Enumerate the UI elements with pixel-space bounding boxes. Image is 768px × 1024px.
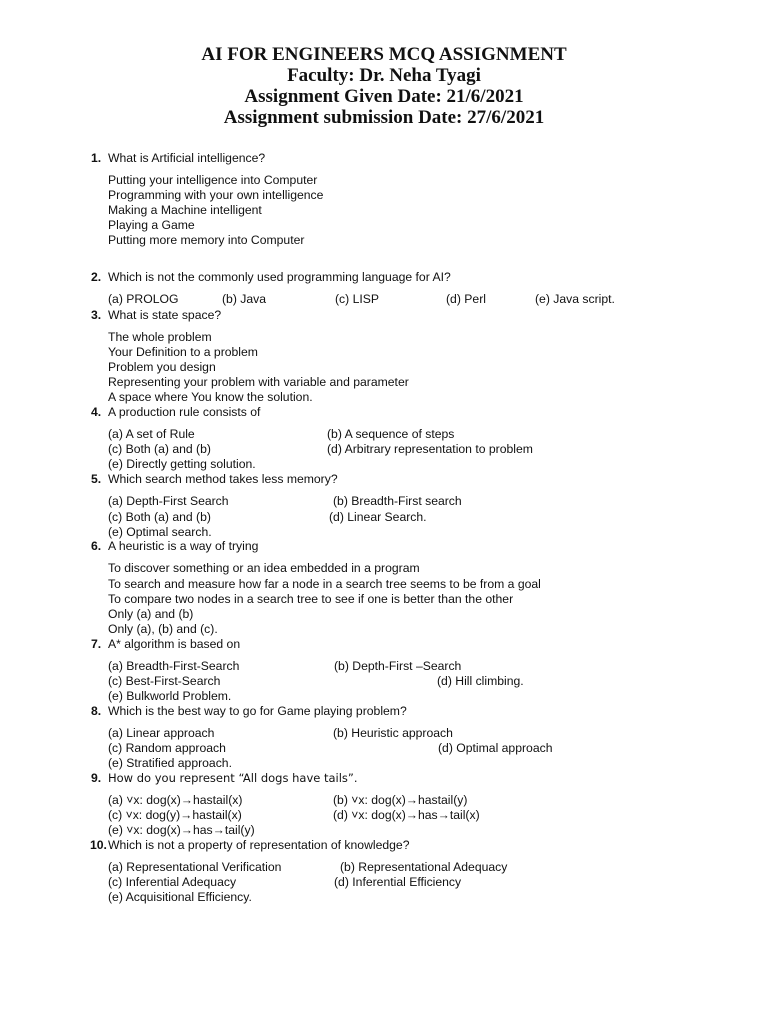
option: (b) ˅x: dog(x)→hastail(y) xyxy=(333,793,468,807)
option: (a) Linear approach xyxy=(108,726,215,740)
option: (a) ˅x: dog(x)→hastail(x) xyxy=(108,793,243,807)
option: (d) Linear Search. xyxy=(329,510,427,524)
assignment-title: AI FOR ENGINEERS MCQ ASSIGNMENT xyxy=(201,44,567,65)
option: (b) Depth-First –Search xyxy=(334,659,462,673)
question-number: 5. xyxy=(91,472,102,486)
option: (d) Arbitrary representation to problem xyxy=(327,442,533,456)
option: (b) Breadth-First search xyxy=(333,494,462,508)
option: (b) A sequence of steps xyxy=(327,427,455,441)
option: (e) Stratified approach. xyxy=(108,756,232,770)
question-number: 2. xyxy=(91,270,102,284)
question-text: Which search method takes less memory? xyxy=(108,472,338,486)
option: Programming with your own intelligence xyxy=(108,188,324,202)
option: Problem you design xyxy=(108,360,216,374)
option: (a) A set of Rule xyxy=(108,427,195,441)
option: (b) Representational Adequacy xyxy=(340,860,508,874)
option: (d) Perl xyxy=(446,292,486,306)
option: (e) Bulkworld Problem. xyxy=(108,689,232,703)
option: (d) Optimal approach xyxy=(438,741,553,755)
faculty-line: Faculty: Dr. Neha Tyagi xyxy=(287,65,481,86)
question-text: A production rule consists of xyxy=(108,405,261,419)
option: (b) Heuristic approach xyxy=(333,726,453,740)
question-text: What is state space? xyxy=(108,308,222,322)
option: (e) Optimal search. xyxy=(108,525,212,539)
option: (d) ˅x: dog(x)→has→tail(x) xyxy=(333,808,480,822)
question-number: 1. xyxy=(91,151,102,165)
question-number: 8. xyxy=(91,704,102,718)
submission-date-line: Assignment submission Date: 27/6/2021 xyxy=(223,107,545,128)
option: Representing your problem with variable and parameter xyxy=(108,375,409,389)
question-number: 4. xyxy=(91,405,102,419)
option: Making a Machine intelligent xyxy=(108,203,262,217)
option: (c) Random approach xyxy=(108,741,226,755)
option: (d) Hill climbing. xyxy=(437,674,524,688)
question-text: A heuristic is a way of trying xyxy=(108,539,259,553)
option: Only (a) and (b) xyxy=(108,607,194,621)
option: (a) Representational Verification xyxy=(108,860,282,874)
option: To compare two nodes in a search tree to see if one is better than the other xyxy=(108,592,514,606)
document-header xyxy=(0,44,768,128)
option: (a) Depth-First Search xyxy=(108,494,229,508)
question-text: Which is the best way to go for Game playing problem? xyxy=(108,704,407,718)
question-number: 3. xyxy=(91,308,102,322)
question-number: 9. xyxy=(91,771,102,785)
question-text: Which is not a property of representation of knowledge? xyxy=(108,838,410,852)
option: To search and measure how far a node in a search tree seems to be from a goal xyxy=(108,577,541,591)
option: Playing a Game xyxy=(108,218,195,232)
given-date-line: Assignment Given Date: 21/6/2021 xyxy=(244,86,524,107)
option: A space where You know the solution. xyxy=(108,390,313,404)
question-text: Which is not the commonly used programming language for AI? xyxy=(108,270,451,284)
question-number: 6. xyxy=(91,539,102,553)
option: To discover something or an idea embedded in a program xyxy=(108,561,420,575)
option: (e) Directly getting solution. xyxy=(108,457,256,471)
option: The whole problem xyxy=(108,330,212,344)
question-text: How do you represent “All dogs have tails”. xyxy=(108,771,358,785)
option: Your Definition to a problem xyxy=(108,345,258,359)
question-number: 10. xyxy=(90,838,107,852)
question-text: What is Artificial intelligence? xyxy=(108,151,266,165)
option: Putting more memory into Computer xyxy=(108,233,305,247)
option: (e) Acquisitional Efficiency. xyxy=(108,890,252,904)
option: (c) ˅x: dog(y)→hastail(x) xyxy=(108,808,242,822)
option: Putting your intelligence into Computer xyxy=(108,173,318,187)
option: (a) Breadth-First-Search xyxy=(108,659,240,673)
option: (b) Java xyxy=(222,292,267,306)
option: (c) Inferential Adequacy xyxy=(108,875,237,889)
option: (c) LISP xyxy=(335,292,380,306)
option: (c) Both (a) and (b) xyxy=(108,510,211,524)
option: (e) Java script. xyxy=(535,292,615,306)
option: (d) Inferential Efficiency xyxy=(334,875,462,889)
option: Only (a), (b) and (c). xyxy=(108,622,218,636)
option: (a) PROLOG xyxy=(108,292,179,306)
option: (c) Best-First-Search xyxy=(108,674,221,688)
question-text: A* algorithm is based on xyxy=(108,637,241,651)
option: (e) ˅x: dog(x)→has→tail(y) xyxy=(108,823,255,837)
question-number: 7. xyxy=(91,637,102,651)
option: (c) Both (a) and (b) xyxy=(108,442,211,456)
